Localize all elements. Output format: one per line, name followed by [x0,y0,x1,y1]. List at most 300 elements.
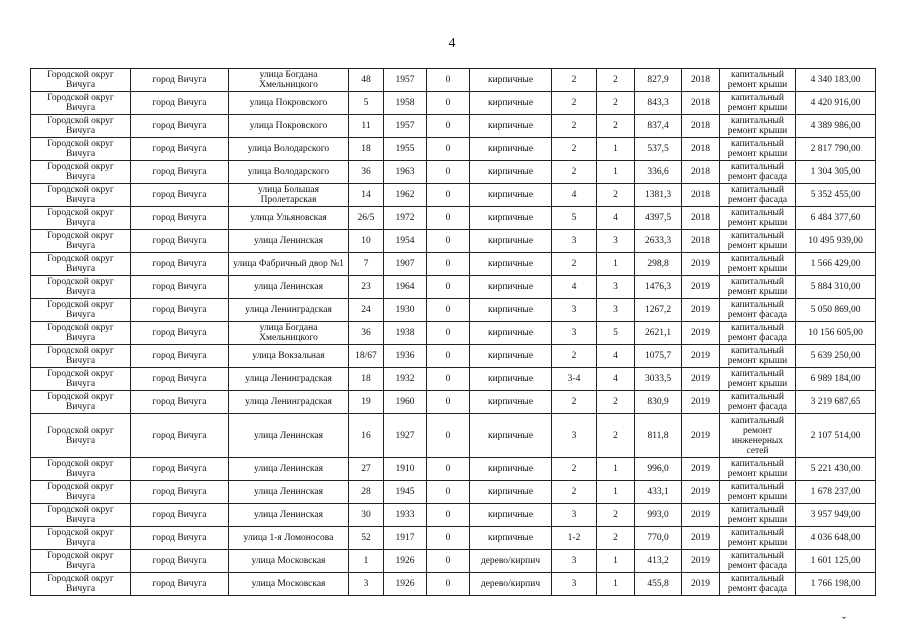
work-type-cell: капитальный ремонт крыши [720,138,796,161]
table-row [31,414,876,458]
street-cell: улица Ленинская [229,458,349,481]
street-cell: улица Ленинская [229,504,349,527]
entrances-cell: 1 [597,481,635,504]
cost-cell: 5 221 430,00 [796,458,876,481]
locality-cell: город Вичуга [131,368,229,391]
cost-cell: 4 036 648,00 [796,527,876,550]
wear-cell: 0 [427,504,470,527]
house-number-cell: 10 [349,230,384,253]
table-body [31,69,876,596]
wear-cell: 0 [427,414,470,458]
municipality-cell: Городской округ Вичуга [31,458,131,481]
build-year-cell: 1954 [384,230,427,253]
cost-cell: 1 566 429,00 [796,253,876,276]
wall-material-cell: кирпичные [470,207,552,230]
wall-material-cell: кирпичные [470,253,552,276]
floors-cell: 2 [552,458,597,481]
wall-material-cell: кирпичные [470,276,552,299]
house-number-cell: 27 [349,458,384,481]
locality-cell: город Вичуга [131,92,229,115]
municipality-cell: Городской округ Вичуга [31,69,131,92]
locality-cell: город Вичуга [131,414,229,458]
area-cell: 3033,5 [635,368,682,391]
wear-cell: 0 [427,573,470,596]
repair-year-cell: 2018 [682,92,720,115]
cost-cell: 3 957 949,00 [796,504,876,527]
wear-cell: 0 [427,69,470,92]
floors-cell: 1-2 [552,527,597,550]
work-type-cell: капитальный ремонт крыши [720,368,796,391]
entrances-cell: 1 [597,161,635,184]
entrances-cell: 1 [597,550,635,573]
locality-cell: город Вичуга [131,345,229,368]
wear-cell: 0 [427,138,470,161]
entrances-cell: 4 [597,207,635,230]
street-cell: улица Московская [229,550,349,573]
area-cell: 4397,5 [635,207,682,230]
build-year-cell: 1926 [384,550,427,573]
cost-cell: 5 884 310,00 [796,276,876,299]
repair-year-cell: 2018 [682,138,720,161]
street-cell: улица Володарского [229,138,349,161]
build-year-cell: 1958 [384,92,427,115]
house-number-cell: 30 [349,504,384,527]
locality-cell: город Вичуга [131,322,229,345]
house-number-cell: 19 [349,391,384,414]
house-number-cell: 1 [349,550,384,573]
municipality-cell: Городской округ Вичуга [31,207,131,230]
table-row [31,276,876,299]
wall-material-cell: кирпичные [470,504,552,527]
floors-cell: 2 [552,253,597,276]
wear-cell: 0 [427,345,470,368]
repair-year-cell: 2019 [682,322,720,345]
area-cell: 830,9 [635,391,682,414]
wall-material-cell: дерево/кирпич [470,573,552,596]
repair-year-cell: 2018 [682,184,720,207]
street-cell: улица Вокзальная [229,345,349,368]
floors-cell: 3 [552,573,597,596]
table-row [31,138,876,161]
table-row [31,322,876,345]
street-cell: улица Ульяновская [229,207,349,230]
work-type-cell: капитальный ремонт фасада [720,573,796,596]
house-number-cell: 3 [349,573,384,596]
house-number-cell: 23 [349,276,384,299]
house-number-cell: 16 [349,414,384,458]
street-cell: улица Ленинская [229,230,349,253]
municipality-cell: Городской округ Вичуга [31,184,131,207]
house-number-cell: 18/67 [349,345,384,368]
wall-material-cell: кирпичные [470,115,552,138]
house-number-cell: 5 [349,92,384,115]
work-type-cell: капитальный ремонт фасада [720,550,796,573]
entrances-cell: 2 [597,184,635,207]
cost-cell: 2 107 514,00 [796,414,876,458]
build-year-cell: 1936 [384,345,427,368]
work-type-cell: капитальный ремонт крыши [720,115,796,138]
floors-cell: 3 [552,504,597,527]
wall-material-cell: кирпичные [470,184,552,207]
floors-cell: 5 [552,207,597,230]
table-row [31,550,876,573]
repair-year-cell: 2019 [682,414,720,458]
house-number-cell: 36 [349,322,384,345]
footer-mark: ˇ [842,614,846,628]
street-cell: улица Володарского [229,161,349,184]
wear-cell: 0 [427,92,470,115]
table-row [31,391,876,414]
work-type-cell: капитальный ремонт крыши [720,253,796,276]
wear-cell: 0 [427,458,470,481]
wear-cell: 0 [427,184,470,207]
table-row [31,504,876,527]
entrances-cell: 1 [597,253,635,276]
municipality-cell: Городской округ Вичуга [31,345,131,368]
house-number-cell: 24 [349,299,384,322]
work-type-cell: капитальный ремонт крыши [720,69,796,92]
street-cell: улица 1-я Ломоносова [229,527,349,550]
floors-cell: 4 [552,276,597,299]
street-cell: улица Покровского [229,92,349,115]
street-cell: улица Фабричный двор №1 [229,253,349,276]
street-cell: улица Московская [229,573,349,596]
page-number: 4 [448,36,456,51]
work-type-cell: капитальный ремонт крыши [720,527,796,550]
work-type-cell: капитальный ремонт фасада [720,161,796,184]
wear-cell: 0 [427,115,470,138]
wall-material-cell: кирпичные [470,322,552,345]
floors-cell: 2 [552,481,597,504]
build-year-cell: 1972 [384,207,427,230]
work-type-cell: капитальный ремонт крыши [720,481,796,504]
municipality-cell: Городской округ Вичуга [31,322,131,345]
locality-cell: город Вичуга [131,69,229,92]
work-type-cell: капитальный ремонт крыши [720,504,796,527]
entrances-cell: 2 [597,92,635,115]
floors-cell: 3 [552,299,597,322]
entrances-cell: 4 [597,368,635,391]
house-number-cell: 14 [349,184,384,207]
cost-cell: 4 340 183,00 [796,69,876,92]
entrances-cell: 1 [597,458,635,481]
municipality-cell: Городской округ Вичуга [31,138,131,161]
wall-material-cell: кирпичные [470,345,552,368]
cost-cell: 4 420 916,00 [796,92,876,115]
locality-cell: город Вичуга [131,504,229,527]
work-type-cell: капитальный ремонт инженерных сетей [720,414,796,458]
floors-cell: 3 [552,414,597,458]
repair-year-cell: 2019 [682,368,720,391]
build-year-cell: 1964 [384,276,427,299]
build-year-cell: 1945 [384,481,427,504]
locality-cell: город Вичуга [131,276,229,299]
cost-cell: 5 352 455,00 [796,184,876,207]
municipality-cell: Городской округ Вичуга [31,573,131,596]
area-cell: 2633,3 [635,230,682,253]
entrances-cell: 2 [597,391,635,414]
cost-cell: 1 766 198,00 [796,573,876,596]
wall-material-cell: кирпичные [470,458,552,481]
repair-year-cell: 2018 [682,69,720,92]
wall-material-cell: дерево/кирпич [470,550,552,573]
cost-cell: 10 495 939,00 [796,230,876,253]
repair-year-cell: 2019 [682,253,720,276]
entrances-cell: 3 [597,276,635,299]
floors-cell: 2 [552,161,597,184]
floors-cell: 2 [552,69,597,92]
build-year-cell: 1917 [384,527,427,550]
area-cell: 993,0 [635,504,682,527]
area-cell: 455,8 [635,573,682,596]
area-cell: 336,6 [635,161,682,184]
wear-cell: 0 [427,322,470,345]
area-cell: 413,2 [635,550,682,573]
entrances-cell: 3 [597,299,635,322]
entrances-cell: 2 [597,504,635,527]
locality-cell: город Вичуга [131,458,229,481]
locality-cell: город Вичуга [131,138,229,161]
repair-year-cell: 2019 [682,481,720,504]
area-cell: 996,0 [635,458,682,481]
table-row [31,253,876,276]
entrances-cell: 3 [597,230,635,253]
cost-cell: 5 639 250,00 [796,345,876,368]
work-type-cell: капитальный ремонт крыши [720,345,796,368]
table-row [31,115,876,138]
municipality-cell: Городской округ Вичуга [31,276,131,299]
repair-year-cell: 2019 [682,504,720,527]
house-number-cell: 11 [349,115,384,138]
repair-year-cell: 2019 [682,345,720,368]
locality-cell: город Вичуга [131,184,229,207]
cost-cell: 6 484 377,60 [796,207,876,230]
wear-cell: 0 [427,368,470,391]
municipality-cell: Городской округ Вичуга [31,115,131,138]
street-cell: улица Покровского [229,115,349,138]
cost-cell: 6 989 184,00 [796,368,876,391]
house-number-cell: 18 [349,138,384,161]
build-year-cell: 1957 [384,115,427,138]
build-year-cell: 1933 [384,504,427,527]
repair-year-cell: 2018 [682,207,720,230]
municipality-cell: Городской округ Вичуга [31,299,131,322]
municipality-cell: Городской округ Вичуга [31,481,131,504]
municipality-cell: Городской округ Вичуга [31,368,131,391]
cost-cell: 3 219 687,65 [796,391,876,414]
repair-year-cell: 2018 [682,115,720,138]
locality-cell: город Вичуга [131,391,229,414]
build-year-cell: 1932 [384,368,427,391]
table-row [31,184,876,207]
table-row [31,92,876,115]
work-type-cell: капитальный ремонт фасада [720,391,796,414]
wear-cell: 0 [427,391,470,414]
area-cell: 537,5 [635,138,682,161]
municipality-cell: Городской округ Вичуга [31,527,131,550]
floors-cell: 3 [552,230,597,253]
floors-cell: 2 [552,92,597,115]
area-cell: 1267,2 [635,299,682,322]
table-row [31,368,876,391]
cost-cell: 5 050 869,00 [796,299,876,322]
house-number-cell: 18 [349,368,384,391]
table-row [31,573,876,596]
area-cell: 837,4 [635,115,682,138]
municipality-cell: Городской округ Вичуга [31,92,131,115]
municipality-cell: Городской округ Вичуга [31,253,131,276]
repair-year-cell: 2019 [682,299,720,322]
municipality-cell: Городской округ Вичуга [31,161,131,184]
wear-cell: 0 [427,299,470,322]
cost-cell: 1 601 125,00 [796,550,876,573]
wall-material-cell: кирпичные [470,161,552,184]
locality-cell: город Вичуга [131,550,229,573]
repair-year-cell: 2018 [682,161,720,184]
work-type-cell: капитальный ремонт крыши [720,230,796,253]
work-type-cell: капитальный ремонт крыши [720,458,796,481]
wall-material-cell: кирпичные [470,391,552,414]
table-row [31,230,876,253]
build-year-cell: 1955 [384,138,427,161]
locality-cell: город Вичуга [131,481,229,504]
build-year-cell: 1963 [384,161,427,184]
municipality-cell: Городской округ Вичуга [31,550,131,573]
cost-cell: 1 678 237,00 [796,481,876,504]
street-cell: улица Богдана Хмельницкого [229,69,349,92]
municipality-cell: Городской округ Вичуга [31,504,131,527]
area-cell: 811,8 [635,414,682,458]
work-type-cell: капитальный ремонт крыши [720,276,796,299]
table-row [31,299,876,322]
build-year-cell: 1957 [384,69,427,92]
street-cell: улица Богдана Хмельницкого [229,322,349,345]
street-cell: улица Ленинградская [229,299,349,322]
street-cell: улица Ленинградская [229,391,349,414]
wall-material-cell: кирпичные [470,527,552,550]
locality-cell: город Вичуга [131,161,229,184]
wall-material-cell: кирпичные [470,368,552,391]
work-type-cell: капитальный ремонт фасада [720,322,796,345]
entrances-cell: 2 [597,414,635,458]
repair-year-cell: 2019 [682,391,720,414]
locality-cell: город Вичуга [131,207,229,230]
wear-cell: 0 [427,527,470,550]
entrances-cell: 2 [597,115,635,138]
wall-material-cell: кирпичные [470,230,552,253]
floors-cell: 3 [552,550,597,573]
floors-cell: 3-4 [552,368,597,391]
build-year-cell: 1962 [384,184,427,207]
repair-year-cell: 2019 [682,527,720,550]
wear-cell: 0 [427,550,470,573]
municipality-cell: Городской округ Вичуга [31,391,131,414]
build-year-cell: 1910 [384,458,427,481]
cost-cell: 1 304 305,00 [796,161,876,184]
table-row [31,207,876,230]
build-year-cell: 1907 [384,253,427,276]
entrances-cell: 5 [597,322,635,345]
wear-cell: 0 [427,276,470,299]
floors-cell: 2 [552,345,597,368]
area-cell: 1476,3 [635,276,682,299]
wall-material-cell: кирпичные [470,414,552,458]
street-cell: улица Большая Пролетарская [229,184,349,207]
table-row [31,69,876,92]
wall-material-cell: кирпичные [470,481,552,504]
area-cell: 1381,3 [635,184,682,207]
wear-cell: 0 [427,207,470,230]
build-year-cell: 1938 [384,322,427,345]
floors-cell: 2 [552,391,597,414]
table-row [31,458,876,481]
street-cell: улица Ленинградская [229,368,349,391]
wall-material-cell: кирпичные [470,299,552,322]
repair-year-cell: 2018 [682,230,720,253]
area-cell: 2621,1 [635,322,682,345]
table-row [31,481,876,504]
street-cell: улица Ленинская [229,414,349,458]
table-row [31,345,876,368]
area-cell: 1075,7 [635,345,682,368]
repair-year-cell: 2019 [682,573,720,596]
municipality-cell: Городской округ Вичуга [31,414,131,458]
cost-cell: 10 156 605,00 [796,322,876,345]
table-row [31,161,876,184]
wear-cell: 0 [427,161,470,184]
work-type-cell: капитальный ремонт фасада [720,184,796,207]
repair-year-cell: 2019 [682,276,720,299]
locality-cell: город Вичуга [131,527,229,550]
wall-material-cell: кирпичные [470,92,552,115]
repair-year-cell: 2019 [682,550,720,573]
build-year-cell: 1960 [384,391,427,414]
area-cell: 298,8 [635,253,682,276]
locality-cell: город Вичуга [131,230,229,253]
house-number-cell: 48 [349,69,384,92]
entrances-cell: 2 [597,69,635,92]
work-type-cell: капитальный ремонт крыши [720,207,796,230]
house-number-cell: 28 [349,481,384,504]
wear-cell: 0 [427,481,470,504]
housing-repair-table [30,68,876,596]
locality-cell: город Вичуга [131,299,229,322]
table-row [31,527,876,550]
work-type-cell: капитальный ремонт фасада [720,299,796,322]
floors-cell: 4 [552,184,597,207]
build-year-cell: 1930 [384,299,427,322]
build-year-cell: 1926 [384,573,427,596]
house-number-cell: 26/5 [349,207,384,230]
cost-cell: 4 389 986,00 [796,115,876,138]
locality-cell: город Вичуга [131,115,229,138]
repair-year-cell: 2019 [682,458,720,481]
floors-cell: 2 [552,115,597,138]
cost-cell: 2 817 790,00 [796,138,876,161]
wall-material-cell: кирпичные [470,69,552,92]
entrances-cell: 1 [597,138,635,161]
work-type-cell: капитальный ремонт крыши [720,92,796,115]
area-cell: 433,1 [635,481,682,504]
entrances-cell: 2 [597,527,635,550]
locality-cell: город Вичуга [131,253,229,276]
area-cell: 827,9 [635,69,682,92]
wear-cell: 0 [427,253,470,276]
entrances-cell: 4 [597,345,635,368]
build-year-cell: 1927 [384,414,427,458]
street-cell: улица Ленинская [229,276,349,299]
floors-cell: 3 [552,322,597,345]
